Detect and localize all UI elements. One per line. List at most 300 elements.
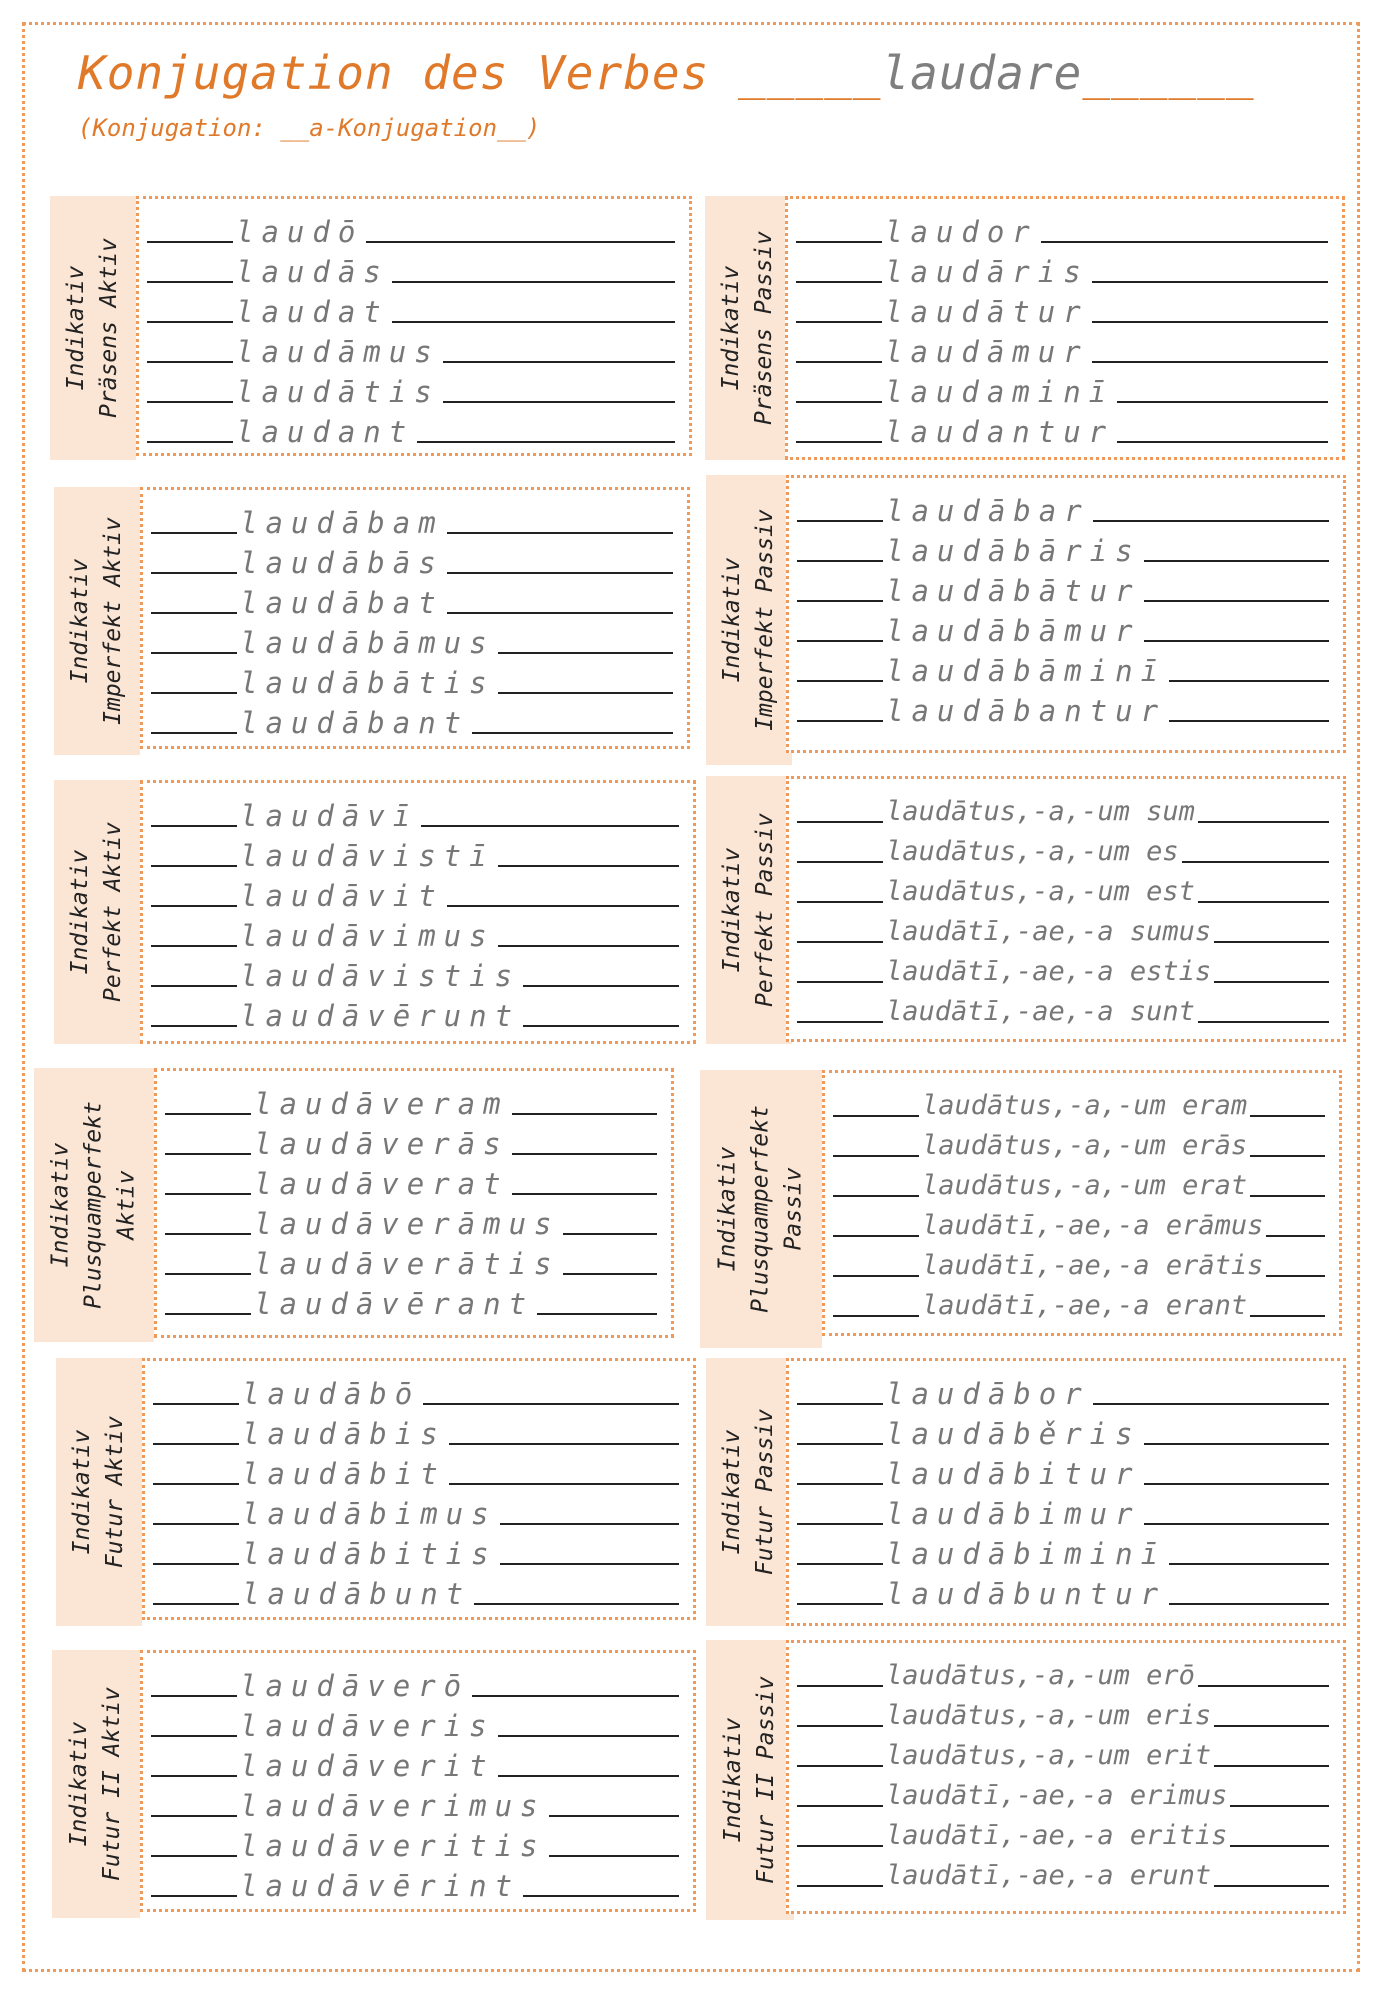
verb-form: laudāvistī: [240, 839, 495, 873]
form-row[interactable]: [157, 1081, 671, 1121]
blank-before[interactable]: [151, 939, 237, 947]
blank-after[interactable]: [498, 859, 679, 867]
blank-after[interactable]: [474, 1597, 679, 1605]
blank-after[interactable]: [512, 1187, 657, 1195]
blank-after[interactable]: [1198, 815, 1329, 823]
verb-form: laudātus,-a,-um erās: [922, 1130, 1248, 1161]
form-row[interactable]: [143, 1823, 693, 1863]
blank-before[interactable]: [147, 395, 233, 403]
verb-form: laudātī,-ae,-a sumus: [886, 916, 1212, 947]
blank-before[interactable]: [797, 975, 883, 983]
form-row[interactable]: [157, 1241, 671, 1281]
blank-before[interactable]: [797, 855, 883, 863]
blank-before[interactable]: [151, 1889, 237, 1897]
form-row[interactable]: [143, 953, 693, 993]
verb-form: laudat: [236, 295, 389, 329]
blank-before[interactable]: [151, 859, 237, 867]
tense-label-line: Indikativ: [714, 1146, 741, 1272]
blank-before[interactable]: [165, 1227, 251, 1235]
form-row[interactable]: [145, 1491, 693, 1531]
blank-after[interactable]: [443, 395, 675, 403]
blank-after[interactable]: [472, 726, 673, 734]
page-title: [78, 46, 1255, 100]
tense-label-tab: [706, 475, 792, 765]
verb-form: laudābit: [242, 1457, 446, 1491]
blank-after[interactable]: [1214, 1719, 1329, 1727]
blank-after[interactable]: [1198, 895, 1329, 903]
blank-after[interactable]: [1250, 1309, 1325, 1317]
verb-form: laudātus,-a,-um est: [886, 876, 1195, 907]
verb-form: laudābunt: [242, 1577, 472, 1611]
verb-form: laudātī,-ae,-a sunt: [886, 996, 1195, 1027]
blank-before[interactable]: [797, 1477, 883, 1485]
forms-box: [786, 776, 1346, 1042]
tense-label-line: Aktiv: [113, 1170, 140, 1240]
form-row[interactable]: [789, 789, 1343, 829]
verb-form: laudābam: [240, 506, 444, 540]
blank-after[interactable]: [447, 899, 679, 907]
blank-before[interactable]: [797, 1557, 883, 1565]
blank-before[interactable]: [797, 935, 883, 943]
blank-after[interactable]: [417, 435, 675, 443]
blank-before[interactable]: [151, 686, 237, 694]
blank-before[interactable]: [797, 1015, 883, 1023]
blank-after[interactable]: [1250, 1149, 1325, 1157]
verb-form: laudābat: [240, 586, 444, 620]
verb-form: laudābās: [240, 546, 444, 580]
tense-label: [715, 231, 781, 425]
tense-label-line: Indikativ: [69, 1429, 95, 1555]
tense-label: [66, 1416, 132, 1568]
form-row[interactable]: [788, 409, 1342, 449]
forms-box: [822, 1070, 1342, 1336]
blank-after[interactable]: [447, 566, 673, 574]
verb-form: laudātī,-ae,-a estis: [886, 956, 1212, 987]
forms-box: [140, 1650, 696, 1912]
form-row[interactable]: [789, 909, 1343, 949]
blank-before[interactable]: [796, 355, 882, 363]
blank-before[interactable]: [151, 1809, 237, 1817]
blank-after[interactable]: [1144, 634, 1329, 642]
blank-after[interactable]: [498, 1769, 679, 1777]
tense-label: [716, 509, 782, 731]
verb-form: laudābor: [886, 1377, 1090, 1411]
blank-before[interactable]: [151, 1769, 237, 1777]
blank-after[interactable]: [1214, 1879, 1329, 1887]
blank-after[interactable]: [498, 686, 673, 694]
form-row[interactable]: [825, 1203, 1339, 1243]
verb-form: laudāveram: [254, 1087, 509, 1121]
tense-label-line: Indikativ: [719, 557, 745, 683]
verb-form: laudāvērunt: [240, 999, 521, 1033]
tense-label: [60, 238, 126, 418]
blank-before[interactable]: [796, 435, 882, 443]
blank-before[interactable]: [796, 235, 882, 243]
blank-after[interactable]: [449, 1437, 679, 1445]
blank-after[interactable]: [1169, 714, 1329, 722]
blank-after[interactable]: [1169, 674, 1329, 682]
form-row[interactable]: [789, 608, 1343, 648]
forms-box: [786, 475, 1346, 753]
tense-label: [716, 1409, 782, 1575]
blank-after[interactable]: [500, 1557, 679, 1565]
blank-after[interactable]: [1198, 1679, 1329, 1687]
blank-after[interactable]: [447, 606, 673, 614]
blank-after[interactable]: [1092, 275, 1328, 283]
blank-before[interactable]: [797, 674, 883, 682]
blank-after[interactable]: [1144, 1437, 1329, 1445]
blank-before[interactable]: [797, 634, 883, 642]
tense-label-line: Indikativ: [63, 265, 89, 391]
verb-form: laudāverās: [254, 1127, 509, 1161]
blank-before[interactable]: [147, 275, 233, 283]
verb-form: laudātī,-ae,-a erimus: [886, 1780, 1228, 1811]
form-row[interactable]: [789, 688, 1343, 728]
blank-before[interactable]: [833, 1269, 919, 1277]
blank-before[interactable]: [797, 1679, 883, 1687]
blank-before[interactable]: [165, 1107, 251, 1115]
blank-before[interactable]: [833, 1149, 919, 1157]
blank-before[interactable]: [797, 1799, 883, 1807]
form-row[interactable]: [143, 1783, 693, 1823]
verb-form: laudātī,-ae,-a erant: [922, 1290, 1248, 1321]
verb-form: laudābar: [886, 494, 1090, 528]
blank-before[interactable]: [151, 606, 237, 614]
tense-label-line: Passiv: [780, 1167, 807, 1251]
verb-form: laudātī,-ae,-a eritis: [886, 1820, 1228, 1851]
tense-label-tab: [700, 1070, 822, 1348]
form-row[interactable]: [788, 369, 1342, 409]
form-row[interactable]: [143, 873, 693, 913]
tense-label-line: Plusquamperfekt: [80, 1101, 107, 1309]
form-row[interactable]: [789, 528, 1343, 568]
blank-after[interactable]: [498, 1729, 679, 1737]
verb-form: laudātur: [885, 295, 1089, 329]
blank-before[interactable]: [796, 275, 882, 283]
form-row[interactable]: [789, 829, 1343, 869]
form-row[interactable]: [788, 209, 1342, 249]
verb-form: laudātus,-a,-um es: [886, 836, 1179, 867]
form-row[interactable]: [788, 249, 1342, 289]
form-row[interactable]: [789, 1653, 1343, 1693]
blank-after[interactable]: [523, 1889, 679, 1897]
forms-box: [785, 196, 1345, 460]
blank-after[interactable]: [512, 1107, 657, 1115]
form-row[interactable]: [789, 1773, 1343, 1813]
form-row[interactable]: [143, 700, 687, 740]
blank-after[interactable]: [1266, 1269, 1325, 1277]
blank-before[interactable]: [151, 1729, 237, 1737]
form-row[interactable]: [788, 329, 1342, 369]
tense-label-tab: [50, 196, 136, 460]
form-row[interactable]: [825, 1163, 1339, 1203]
form-row[interactable]: [789, 1853, 1343, 1893]
verb-form: laudāvit: [240, 879, 444, 913]
tense-label-line: Indikativ: [719, 847, 745, 973]
form-row[interactable]: [788, 289, 1342, 329]
blank-after[interactable]: [1214, 935, 1329, 943]
form-row[interactable]: [143, 1663, 693, 1703]
form-row[interactable]: [139, 329, 689, 369]
blank-before[interactable]: [796, 315, 882, 323]
form-row[interactable]: [789, 1491, 1343, 1531]
verb-form: laudātī,-ae,-a erunt: [886, 1860, 1212, 1891]
blank-before[interactable]: [833, 1189, 919, 1197]
form-row[interactable]: [139, 249, 689, 289]
verb-form: laudaminī: [885, 375, 1115, 409]
verb-form: laudābantur: [886, 694, 1167, 728]
blank-after[interactable]: [1169, 1557, 1329, 1565]
blank-after[interactable]: [1198, 1015, 1329, 1023]
form-row[interactable]: [143, 793, 693, 833]
blank-before[interactable]: [153, 1597, 239, 1605]
blank-before[interactable]: [151, 1689, 237, 1697]
verb-form: laudābimus: [242, 1497, 497, 1531]
form-row[interactable]: [143, 620, 687, 660]
tense-label-line: Indikativ: [720, 1717, 746, 1843]
blank-after[interactable]: [1266, 1229, 1325, 1237]
form-row[interactable]: [143, 913, 693, 953]
form-row[interactable]: [789, 568, 1343, 608]
blank-after[interactable]: [1169, 1597, 1329, 1605]
verb-form: laudās: [236, 255, 389, 289]
blank-before[interactable]: [147, 315, 233, 323]
tense-label-line: Futur Aktiv: [102, 1415, 128, 1569]
form-row[interactable]: [789, 869, 1343, 909]
tense-label: [64, 517, 130, 725]
verb-form: laudāmur: [885, 335, 1089, 369]
verb-form: laudāris: [885, 255, 1089, 289]
blank-before[interactable]: [797, 815, 883, 823]
verb-form: laudābis: [242, 1417, 446, 1451]
form-row[interactable]: [789, 1531, 1343, 1571]
blank-before[interactable]: [797, 895, 883, 903]
tense-label-line: Indikativ: [719, 1429, 745, 1555]
verb-form: laudāveris: [240, 1709, 495, 1743]
form-row[interactable]: [789, 488, 1343, 528]
verb-form: laudātī,-ae,-a erāmus: [922, 1210, 1264, 1241]
form-row[interactable]: [825, 1083, 1339, 1123]
form-row[interactable]: [789, 1733, 1343, 1773]
blank-before[interactable]: [151, 1019, 237, 1027]
verb-form: laudāvērint: [240, 1869, 521, 1903]
tense-label-line: Perfekt Passiv: [752, 813, 778, 1007]
verb-form: laudāverat: [254, 1167, 509, 1201]
blank-before[interactable]: [797, 514, 883, 522]
blank-before[interactable]: [151, 899, 237, 907]
blank-before[interactable]: [797, 714, 883, 722]
blank-after[interactable]: [1092, 315, 1328, 323]
form-row[interactable]: [157, 1201, 671, 1241]
blank-after[interactable]: [1182, 855, 1329, 863]
blank-after[interactable]: [1093, 514, 1329, 522]
blank-after[interactable]: [500, 1517, 679, 1525]
form-row[interactable]: [139, 289, 689, 329]
tense-label: [717, 1676, 783, 1884]
form-row[interactable]: [143, 660, 687, 700]
form-row[interactable]: [789, 1571, 1343, 1611]
tense-label-tab: [54, 487, 140, 755]
blank-after[interactable]: [1144, 594, 1329, 602]
blank-before[interactable]: [797, 1879, 883, 1887]
blank-before[interactable]: [153, 1477, 239, 1485]
verb-form: laudantur: [885, 415, 1115, 449]
tense-label-line: Indikativ: [67, 849, 93, 975]
blank-before[interactable]: [797, 1839, 883, 1847]
form-row[interactable]: [157, 1121, 671, 1161]
form-row[interactable]: [145, 1411, 693, 1451]
blank-before[interactable]: [151, 526, 237, 534]
form-row[interactable]: [789, 1411, 1343, 1451]
form-row[interactable]: [143, 833, 693, 873]
blank-after[interactable]: [563, 1267, 657, 1275]
blank-after[interactable]: [421, 819, 679, 827]
form-row[interactable]: [789, 989, 1343, 1029]
title-verb-blank[interactable]: _____laudare______: [737, 46, 1255, 100]
blank-after[interactable]: [1250, 1109, 1325, 1117]
blank-before[interactable]: [833, 1229, 919, 1237]
blank-before[interactable]: [797, 1759, 883, 1767]
blank-before[interactable]: [147, 235, 233, 243]
blank-after[interactable]: [1144, 1517, 1329, 1525]
verb-form: laudō: [236, 215, 364, 249]
tense-label-line: Plusquamperfekt: [747, 1105, 774, 1313]
blank-before[interactable]: [147, 435, 233, 443]
tense-label: [64, 822, 130, 1002]
blank-after[interactable]: [537, 1307, 657, 1315]
blank-after[interactable]: [1144, 1477, 1329, 1485]
blank-before[interactable]: [797, 1719, 883, 1727]
form-row[interactable]: [145, 1531, 693, 1571]
verb-form: laudāverātis: [254, 1247, 560, 1281]
form-row[interactable]: [143, 540, 687, 580]
blank-before[interactable]: [165, 1147, 251, 1155]
blank-before[interactable]: [151, 726, 237, 734]
blank-before[interactable]: [797, 1437, 883, 1445]
blank-before[interactable]: [797, 1517, 883, 1525]
blank-after[interactable]: [423, 1397, 679, 1405]
form-row[interactable]: [789, 1371, 1343, 1411]
blank-after[interactable]: [498, 939, 679, 947]
forms-box: [140, 780, 696, 1044]
form-row[interactable]: [789, 1451, 1343, 1491]
form-row[interactable]: [825, 1243, 1339, 1283]
blank-after[interactable]: [1093, 1397, 1329, 1405]
blank-before[interactable]: [151, 979, 237, 987]
blank-after[interactable]: [1144, 554, 1329, 562]
blank-after[interactable]: [549, 1849, 679, 1857]
tense-label-tab: [34, 1068, 154, 1342]
form-row[interactable]: [789, 1693, 1343, 1733]
blank-before[interactable]: [797, 1397, 883, 1405]
blank-before[interactable]: [833, 1309, 919, 1317]
blank-after[interactable]: [392, 275, 675, 283]
blank-before[interactable]: [151, 646, 237, 654]
forms-box: [142, 1358, 696, 1620]
tense-label: [712, 1105, 811, 1313]
form-row[interactable]: [139, 209, 689, 249]
form-row[interactable]: [145, 1571, 693, 1611]
blank-before[interactable]: [153, 1557, 239, 1565]
blank-after[interactable]: [563, 1227, 657, 1235]
verb-form: laudātus,-a,-um erat: [922, 1170, 1248, 1201]
tense-label: [45, 1101, 144, 1309]
blank-after[interactable]: [549, 1809, 679, 1817]
blank-after[interactable]: [523, 979, 679, 987]
verb-form: laudātus,-a,-um eram: [922, 1090, 1248, 1121]
blank-before[interactable]: [153, 1397, 239, 1405]
blank-before[interactable]: [153, 1437, 239, 1445]
blank-before[interactable]: [796, 395, 882, 403]
blank-before[interactable]: [151, 1849, 237, 1857]
form-row[interactable]: [789, 648, 1343, 688]
blank-after[interactable]: [1230, 1799, 1329, 1807]
form-row[interactable]: [145, 1451, 693, 1491]
blank-before[interactable]: [147, 355, 233, 363]
form-row[interactable]: [143, 1863, 693, 1903]
blank-before[interactable]: [151, 566, 237, 574]
blank-after[interactable]: [1214, 975, 1329, 983]
form-row[interactable]: [139, 369, 689, 409]
blank-after[interactable]: [447, 526, 673, 534]
blank-after[interactable]: [523, 1019, 679, 1027]
blank-after[interactable]: [1117, 435, 1328, 443]
tense-label-tab: [52, 1650, 140, 1918]
blank-before[interactable]: [165, 1267, 251, 1275]
blank-after[interactable]: [1230, 1839, 1329, 1847]
form-row[interactable]: [157, 1281, 671, 1321]
blank-after[interactable]: [512, 1147, 657, 1155]
form-row[interactable]: [143, 993, 693, 1033]
form-row[interactable]: [143, 1703, 693, 1743]
blank-before[interactable]: [797, 554, 883, 562]
blank-after[interactable]: [1117, 395, 1328, 403]
blank-after[interactable]: [1250, 1189, 1325, 1197]
blank-before[interactable]: [797, 594, 883, 602]
blank-after[interactable]: [472, 1689, 679, 1697]
form-row[interactable]: [139, 409, 689, 449]
verb-form: laudātus,-a,-um erit: [886, 1740, 1212, 1771]
form-row[interactable]: [789, 1813, 1343, 1853]
form-row[interactable]: [143, 580, 687, 620]
form-row[interactable]: [825, 1123, 1339, 1163]
blank-after[interactable]: [366, 235, 675, 243]
form-row[interactable]: [157, 1161, 671, 1201]
blank-before[interactable]: [151, 819, 237, 827]
blank-after[interactable]: [498, 646, 673, 654]
verb-form: laudātus,-a,-um erō: [886, 1660, 1195, 1691]
verb-form: laudāvērant: [254, 1287, 535, 1321]
blank-before[interactable]: [153, 1517, 239, 1525]
blank-after[interactable]: [449, 1477, 679, 1485]
blank-after[interactable]: [1041, 235, 1328, 243]
form-row[interactable]: [789, 949, 1343, 989]
form-row[interactable]: [143, 500, 687, 540]
form-row[interactable]: [145, 1371, 693, 1411]
blank-after[interactable]: [1214, 1759, 1329, 1767]
blank-before[interactable]: [833, 1109, 919, 1117]
form-row[interactable]: [825, 1283, 1339, 1323]
verb-form: laudāveritis: [240, 1829, 546, 1863]
blank-after[interactable]: [1092, 355, 1328, 363]
blank-before[interactable]: [797, 1597, 883, 1605]
blank-before[interactable]: [165, 1187, 251, 1195]
blank-after[interactable]: [392, 315, 675, 323]
form-row[interactable]: [143, 1743, 693, 1783]
blank-after[interactable]: [443, 355, 675, 363]
verb-form: laudābō: [242, 1377, 421, 1411]
blank-before[interactable]: [165, 1307, 251, 1315]
